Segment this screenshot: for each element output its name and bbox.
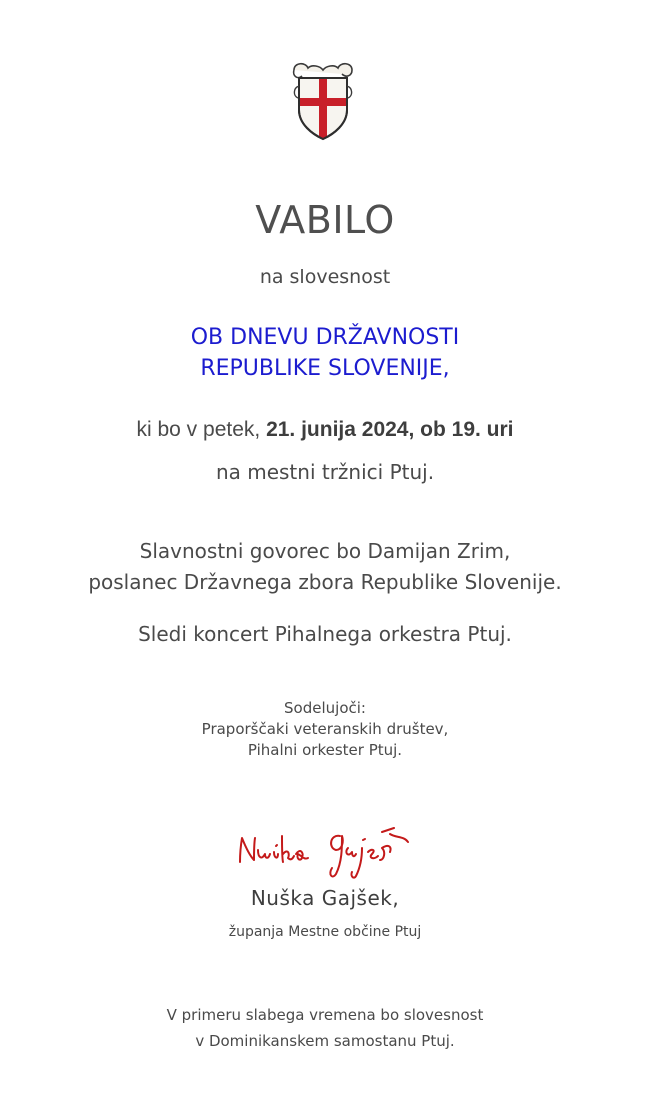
event-name-line-1: OB DNEVU DRŽAVNOSTI <box>190 325 460 350</box>
event-name <box>0 322 650 384</box>
event-location: na mestni tržnici Ptuj. <box>215 460 435 484</box>
weather-note-line-1: V primeru slabega vremena bo slovesnost <box>166 1006 484 1024</box>
weather-note <box>0 1002 650 1054</box>
signer-role: županja Mestne občine Ptuj <box>228 924 422 940</box>
event-name-line-2: REPUBLIKE SLOVENIJE, <box>200 356 450 381</box>
participants-heading: Sodelujoči: <box>284 699 366 717</box>
participant-item: Pihalni orkester Ptuj. <box>247 741 403 759</box>
participant-item: Praporščaki veteranskih društev, <box>201 720 449 738</box>
participants <box>0 698 650 761</box>
speaker-line-1: Slavnostni govorec bo Damijan Zrim, <box>139 539 511 563</box>
speaker-line-2: poslanec Državnega zbora Republike Slovenije. <box>88 570 562 594</box>
weather-note-line-2: v Dominikanskem samostanu Ptuj. <box>195 1032 455 1050</box>
speaker-info <box>0 536 650 598</box>
event-datetime-value: 21. junija 2024, ob 19. uri <box>266 418 514 441</box>
event-datetime-prefix: ki bo v petek, <box>136 418 267 441</box>
page-title: VABILO <box>255 198 395 242</box>
handwritten-signature <box>232 818 418 884</box>
signer-name: Nuška Gajšek, <box>250 886 400 910</box>
subtitle: na slovesnost <box>259 266 391 288</box>
event-datetime <box>0 418 650 442</box>
ptuj-coat-of-arms-icon <box>290 60 356 142</box>
concert-info: Sledi koncert Pihalnega orkestra Ptuj. <box>138 622 512 646</box>
